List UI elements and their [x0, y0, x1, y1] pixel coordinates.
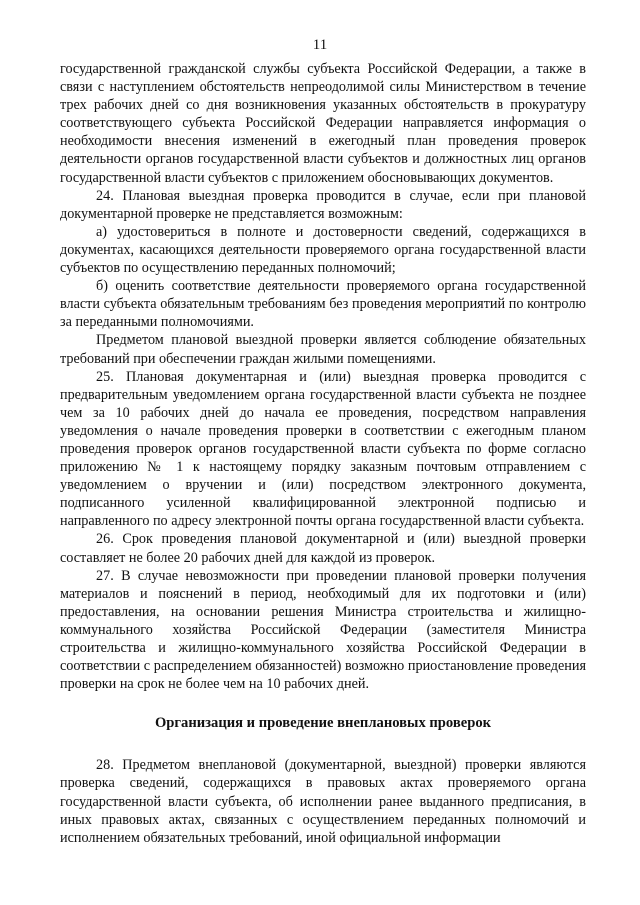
paragraph: 28. Предметом внеплановой (документарной, выездной) проверки являются проверка сведений, содержащихся в правовых актах проверяемого органа государственной власти субъекта, об исполнении ранее выданного предписания, в иных правовых актах, связанных с осуществлением переданных полномочий и исполнением обязательных требований, иной официальной информации: [60, 757, 586, 846]
paragraph: государственной гражданской службы субъекта Российской Федерации, а также в связи с наступлением обстоятельств непреодолимой силы Министерством в течение трех рабочих дней со дня возникновения указанных обстоятельств в прокуратуру соответствующего субъекта Российской Федерации направляется информация о необходимости внесения изменений в ежегодный план проведения проверок деятельности органов государственной власти субъектов и должностных лиц органов государственной власти субъектов с приложением обосновывающих документов.: [60, 61, 586, 186]
paragraph: Предметом плановой выездной проверки является соблюдение обязательных требований при обеспечении граждан жилыми помещениями.: [60, 332, 586, 367]
section-heading: Организация и проведение внеплановых проверок: [154, 715, 492, 732]
page-number: 11: [312, 37, 328, 53]
paragraph: 25. Плановая документарная и (или) выездная проверка проводится с предварительным уведомлением органа государственной власти субъекта не позднее чем за 10 рабочих дней до начала ее проведения, посредством направления уведомления о начале проведения проверки в соответствии с ежегодным планом проведения проверок органов государственной власти субъекта по форме согласно приложению № 1 к настоящему порядку заказным почтовым отправлением с уведомлением о вручении и (или) посредством электронного документа, подписанного усиленной квалифицированной электронной подписью и направленного по адресу электронной почты органа государственной власти субъекта.: [60, 368, 586, 530]
document-body: [60, 60, 586, 847]
paragraph: 24. Плановая выездная проверка проводится в случае, если при плановой документарной проверке не представляется возможным:: [60, 187, 586, 222]
paragraph: 27. В случае невозможности при проведении плановой проверки получения материалов и пояснений в период, необходимый для их подготовки и (или) предоставления, на основании решения Министра строительства и жилищно-коммунального хозяйства Российской Федерации (заместителя Министра строительства и жилищно-коммунального хозяйства Российской Федерации в соответствии с распределением обязанностей) возможно приостановление проведения проверки на срок не более чем на 10 рабочих дней.: [60, 567, 586, 693]
paragraph: б) оценить соответствие деятельности проверяемого органа государственной власти субъекта обязательным требованиям без проведения мероприятий по контролю за переданными полномочиями.: [60, 278, 586, 331]
paragraph: 26. Срок проведения плановой документарной и (или) выездной проверки составляет не более 20 рабочих дней для каждой из проверок.: [60, 531, 586, 566]
paragraph: а) удостовериться в полноте и достоверности сведений, содержащихся в документах, касающихся деятельности проверяемого органа государственной власти субъектов по осуществлению переданных полномочий;: [60, 223, 586, 277]
